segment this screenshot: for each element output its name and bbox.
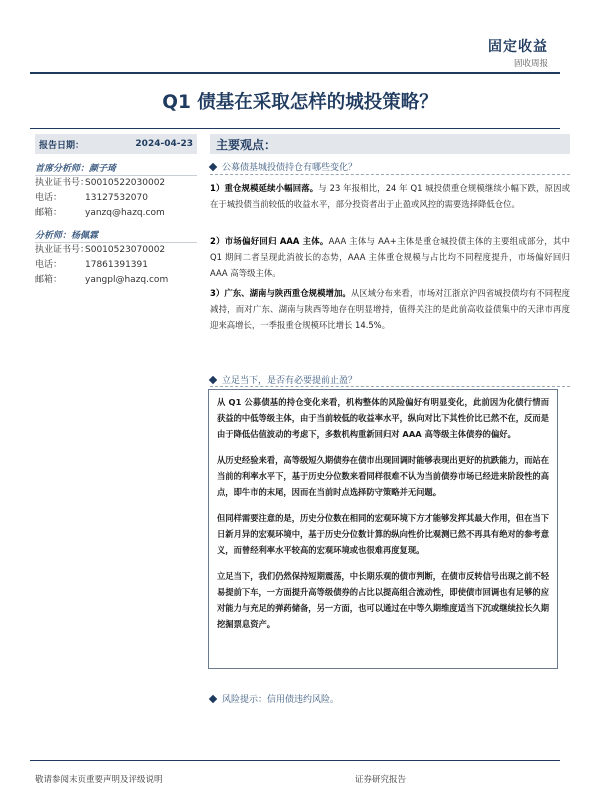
info-key: 执业证书号： bbox=[35, 245, 90, 255]
analyst-name: 分析师：杨佩霖 bbox=[35, 227, 197, 243]
chief-email-row bbox=[35, 206, 197, 221]
discussion-box bbox=[208, 389, 558, 669]
bullet-heading-text: 立足当下，是否有必要提前止盈？ bbox=[222, 376, 358, 386]
point-1-heading: 1）重仓规模延续小幅回落。 bbox=[210, 183, 319, 193]
box-paragraph: 但同样需要注意的是，历史分位数在相同的宏观环境下方才能够发挥其最大作用，但在当下日新月异的宏观环境中，基于历史分位数计算的纵向性价比观测已然不再具有绝对的参考意义，而曾经利率水平较高的宏观环境或也很难再度复现。 bbox=[217, 513, 549, 555]
info-key: 电话： bbox=[35, 260, 63, 270]
bullet-heading-1 bbox=[210, 160, 357, 173]
chief-phone-row bbox=[35, 191, 197, 206]
footer-report-type: 证券研究报告 bbox=[355, 775, 407, 785]
point-3-heading: 3）广东、湖南与陕西重仓规模增加。 bbox=[210, 288, 351, 298]
point-3 bbox=[210, 285, 570, 333]
point-2 bbox=[210, 233, 570, 281]
info-key: 执业证书号： bbox=[35, 178, 90, 188]
diamond-bullet-icon bbox=[209, 375, 217, 383]
risk-warning bbox=[210, 692, 339, 705]
info-value: 17861391391 bbox=[85, 260, 148, 270]
box-paragraph: 从 Q1 公募债基的持仓变化来看，机构整体的风险偏好有明显变化，此前因为化债行情而获益的中低等级主体，由于当前较低的收益率水平，纵向对比下其性价比已然不在，反而是由于降低估值波动的考虑下，多数机构重新回归对 AAA 高等级主体债券的偏好。 bbox=[217, 397, 549, 439]
info-value[interactable]: yanzq@hazq.com bbox=[85, 208, 165, 218]
bullet-heading-2 bbox=[210, 373, 357, 386]
analyst-phone-row bbox=[35, 258, 197, 273]
section-title: 主要观点： bbox=[210, 134, 570, 154]
page-title: Q1 债基在采取怎样的城投策略？ bbox=[162, 92, 438, 113]
point-2-text: AAA 主体与 AA+主体是重仓城投债主体的主要组成部分，其中 Q1 期间二者呈现此消彼长的态势，AAA 主体重仓规模与占比均不同程度提升，市场偏好回归 AAA 高等级主体。 bbox=[210, 236, 570, 278]
report-date-value: 2024-04-23 bbox=[135, 139, 193, 149]
footer-divider bbox=[30, 760, 560, 761]
info-key: 电话： bbox=[35, 193, 63, 203]
chief-license-row bbox=[35, 176, 197, 191]
analyst-email-row bbox=[35, 273, 197, 288]
report-date-bar bbox=[35, 134, 197, 154]
report-category: 固定收益 bbox=[488, 39, 548, 55]
risk-text: 风险提示：信用债违约风险。 bbox=[222, 695, 340, 705]
info-value: S0010522030002 bbox=[85, 178, 166, 188]
info-value: S0010523070002 bbox=[85, 245, 166, 255]
title-divider bbox=[30, 128, 560, 129]
diamond-bullet-icon bbox=[209, 694, 217, 702]
report-date-label: 报告日期： bbox=[39, 140, 85, 151]
chief-analyst-name: 首席分析师：颜子琦 bbox=[35, 160, 197, 176]
info-key: 邮箱： bbox=[35, 275, 63, 285]
analyst-license-row bbox=[35, 243, 197, 258]
bullet-heading-text: 公募债基城投债持仓有哪些变化？ bbox=[222, 163, 358, 173]
info-key: 邮箱： bbox=[35, 208, 63, 218]
analyst-panel bbox=[35, 134, 197, 288]
box-paragraph: 从历史经验来看，高等级短久期债券在债市出现回调时能够表现出更好的抗跌能力，而站在当前的利率水平下，基于历史分位数来看同样很难不认为当前债券市场已经进来阶段性的高点，即牛市的末尾，因而在当前时点选择防守策略并无问题。 bbox=[217, 455, 549, 497]
footer-disclaimer[interactable]: 敬请参阅末页重要声明及评级说明 bbox=[35, 775, 163, 785]
dashed-divider bbox=[210, 386, 570, 388]
header-divider bbox=[30, 72, 560, 74]
box-paragraph: 立足当下，我们仍然保持短期震荡，中长期乐观的债市判断，在债市反转信号出现之前不轻易提前下车，一方面提升高等级债券的占比以提高组合流动性，即使债市回调也有足够的应对能力与充足的弹药储备，另一方面，也可以通过在中等久期维度适当下沉或继续拉长久期挖掘票息资产。 bbox=[217, 571, 549, 629]
point-2-heading: 2）市场偏好回归 AAA 主体。 bbox=[210, 236, 329, 246]
diamond-bullet-icon bbox=[209, 162, 217, 170]
point-1 bbox=[210, 180, 570, 212]
point-3-text: 从区域分布来看，市场对江浙京沪四省城投债均有不同程度减持，而对广东、湖南与陕西等地存在明显增持，值得关注的是此前高收益债集中的天津市再度迎来高增长，一季报重仓规模环比增长 14.5%。 bbox=[210, 288, 571, 330]
info-value[interactable]: yangpl@hazq.com bbox=[85, 275, 169, 285]
report-subcategory: 固收周报 bbox=[513, 59, 548, 69]
point-1-text: 与 23 年报相比，24 年 Q1 城投债重仓规模继续小幅下跌，原因或在于城投债当前较低的收益水平，部分投资者出于止盈或风控的需要选择降低仓位。 bbox=[210, 183, 571, 209]
dashed-divider bbox=[210, 174, 570, 176]
info-value: 13127532070 bbox=[85, 193, 148, 203]
